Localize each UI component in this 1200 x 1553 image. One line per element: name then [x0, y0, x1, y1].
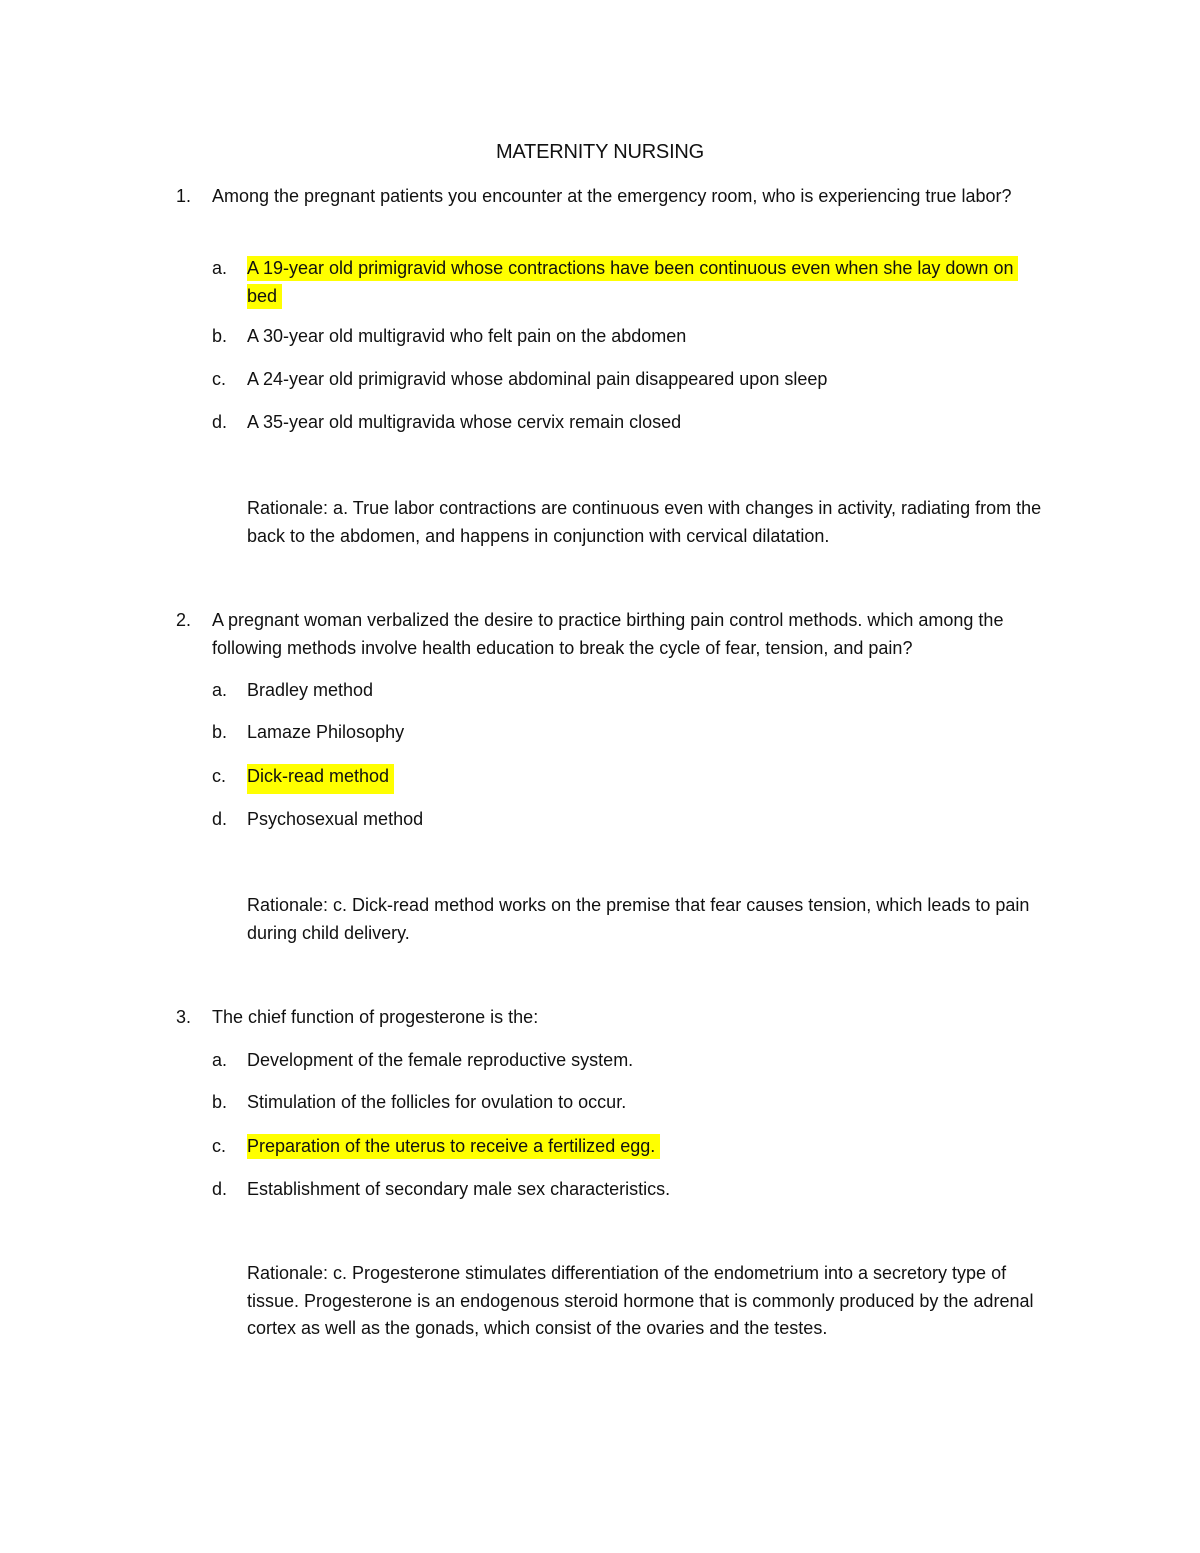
option-text: Stimulation of the follicles for ovulation to occur.	[247, 1092, 627, 1112]
rationale-1: Rationale: a. True labor contractions are continuous even with changes in activity, radiating from the back to the abdomen, and happens in conjunction with cervical dilatation.	[247, 498, 1042, 546]
question-stem: A pregnant woman verbalized the desire to practice birthing pain control methods. which among the following methods involve health education to break the cycle of fear, tension, and pain?	[212, 610, 1004, 658]
option-text: Lamaze Philosophy	[247, 722, 405, 742]
option-letter: b.	[212, 722, 228, 742]
option-text	[247, 1133, 1047, 1161]
option-letter: a.	[212, 258, 228, 278]
option-text: Development of the female reproductive system.	[247, 1050, 634, 1070]
option-text: A 35-year old multigravida whose cervix remain closed	[247, 412, 682, 432]
option-letter: a.	[212, 680, 228, 700]
option-text: Bradley method	[247, 680, 374, 700]
option-letter: c.	[212, 369, 227, 389]
option-text	[247, 255, 1017, 310]
option-text: A 24-year old primigravid whose abdominal pain disappeared upon sleep	[247, 369, 828, 389]
option-text: A 30-year old multigravid who felt pain on the abdomen	[247, 326, 687, 346]
option-text	[247, 763, 1047, 791]
option-letter: c.	[212, 766, 227, 786]
option-letter: b.	[212, 326, 228, 346]
option-text: Psychosexual method	[247, 809, 424, 829]
question-number: 2.	[176, 610, 192, 630]
option-letter: d.	[212, 809, 228, 829]
question-stem: Among the pregnant patients you encounter at the emergency room, who is experiencing true labor?	[212, 186, 1012, 206]
option-letter: a.	[212, 1050, 228, 1070]
rationale-2: Rationale: c. Dick-read method works on the premise that fear causes tension, which leads to pain during child delivery.	[247, 895, 1030, 943]
question-stem: The chief function of progesterone is the:	[212, 1007, 539, 1027]
document-title: MATERNITY NURSING	[495, 141, 705, 163]
question-number: 1.	[176, 186, 192, 206]
option-letter: d.	[212, 412, 228, 432]
option-letter: c.	[212, 1136, 227, 1156]
highlighted-answer: A 19-year old primigravid whose contractions have been continuous even when she lay down on bed	[247, 256, 1018, 309]
question-number: 3.	[176, 1007, 192, 1027]
option-text: Establishment of secondary male sex characteristics.	[247, 1179, 671, 1199]
highlighted-answer: Preparation of the uterus to receive a fertilized egg.	[247, 1134, 660, 1159]
highlighted-answer: Dick-read method	[247, 764, 394, 794]
option-letter: b.	[212, 1092, 228, 1112]
option-letter: d.	[212, 1179, 228, 1199]
rationale-3: Rationale: c. Progesterone stimulates differentiation of the endometrium into a secretory type of tissue. Progesterone is an endogenous steroid hormone that is commonly produced by the adrenal cortex as well as the gonads, which consist of the ovaries and the testes.	[247, 1263, 1034, 1338]
